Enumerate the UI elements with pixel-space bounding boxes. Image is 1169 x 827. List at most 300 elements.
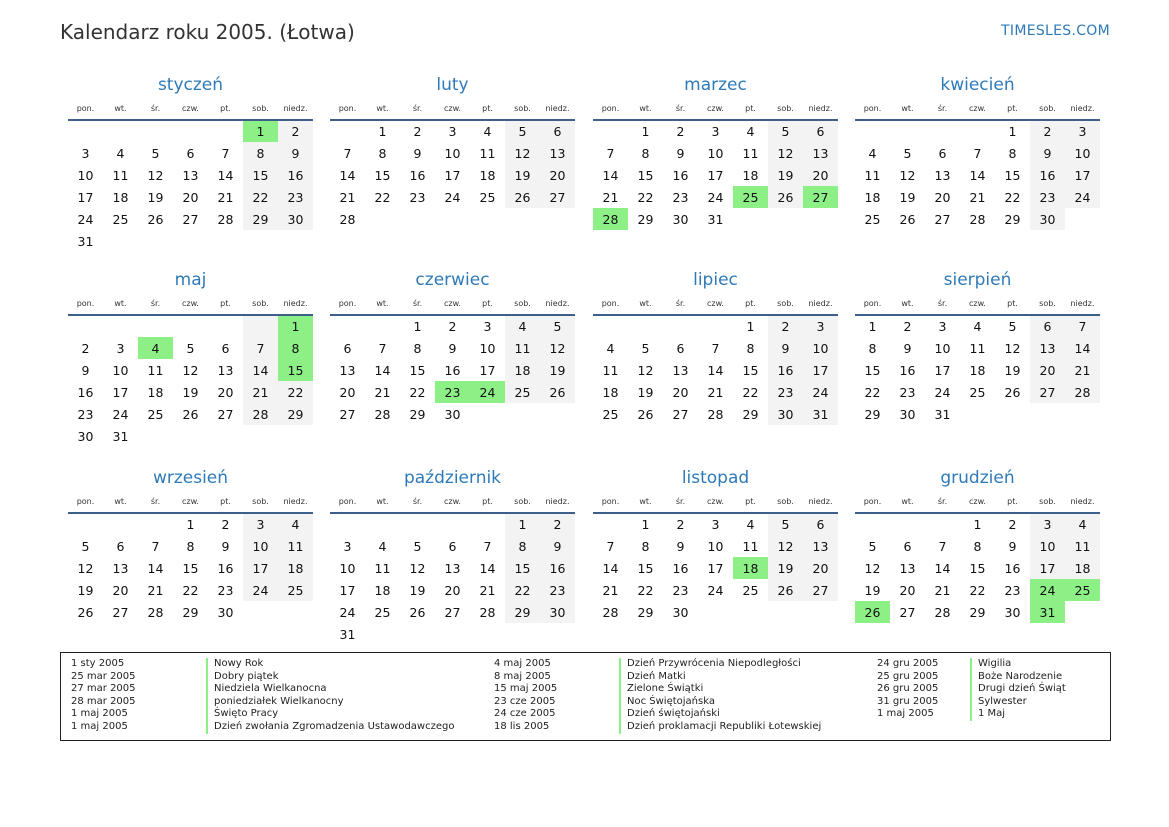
day-cell: 7 — [483, 538, 492, 554]
empty-cell — [103, 120, 138, 142]
day-cell: 24 — [112, 406, 129, 422]
day-cell: 4 — [116, 145, 125, 161]
day-cell: 4 — [483, 124, 492, 139]
day-cell: 13 — [899, 560, 916, 576]
month-name: czerwiec — [415, 270, 490, 290]
weekday-header: czw. — [435, 98, 470, 120]
day-cell: 22 — [637, 189, 654, 205]
holiday-name: Boże Narodzenie — [970, 671, 1062, 684]
weekday-header: wt. — [365, 98, 400, 120]
day-cell: 4 — [138, 337, 173, 359]
weekday-header: pon. — [855, 293, 890, 315]
weekday-header: czw. — [173, 293, 208, 315]
month-name: maj — [174, 270, 207, 290]
weekday-header: niedz. — [540, 293, 575, 315]
weekday-header: sob. — [505, 293, 540, 315]
day-cell: 2 — [676, 517, 685, 532]
day-cell: 31 — [707, 211, 724, 227]
day-cell: 6 — [448, 538, 457, 554]
day-cell: 28 — [602, 604, 619, 620]
day-cell: 20 — [112, 582, 129, 598]
day-cell: 21 — [969, 189, 986, 205]
day-cell: 12 — [540, 337, 575, 359]
empty-cell — [925, 513, 960, 535]
month-table — [855, 293, 1100, 425]
day-cell: 10 — [243, 535, 278, 557]
holiday-date: 1 maj 2005 — [71, 720, 128, 732]
day-cell: 26 — [768, 579, 803, 601]
day-cell: 4 — [278, 513, 313, 535]
day-cell: 25 — [278, 579, 313, 601]
day-cell: 24 — [243, 579, 278, 601]
day-cell: 15 — [1004, 167, 1021, 183]
day-cell: 4 — [746, 517, 755, 532]
day-cell: 24 — [707, 582, 724, 598]
day-cell: 26 — [899, 211, 916, 227]
day-cell: 3 — [448, 124, 457, 139]
day-cell: 2 — [676, 124, 685, 139]
day-cell: 16 — [77, 384, 94, 400]
empty-cell — [505, 208, 540, 230]
empty-cell — [400, 513, 435, 535]
day-cell: 9 — [903, 340, 912, 356]
empty-cell — [470, 208, 505, 230]
month-name: lipiec — [693, 270, 738, 290]
day-cell: 31 — [1030, 601, 1065, 623]
day-cell: 16 — [672, 167, 689, 183]
weekday-header: niedz. — [803, 98, 838, 120]
empty-cell — [1030, 403, 1065, 425]
day-cell: 17 — [243, 557, 278, 579]
day-cell: 24 — [470, 381, 505, 403]
empty-cell — [243, 230, 278, 252]
day-cell: 21 — [479, 582, 496, 598]
page-title: Kalendarz roku 2005. (Łotwa) — [60, 20, 355, 44]
empty-cell — [400, 208, 435, 230]
empty-cell — [698, 601, 733, 623]
day-cell: 14 — [479, 560, 496, 576]
holiday-name: Dzień zwołania Zgromadzenia Ustawodawczego — [206, 721, 454, 734]
day-cell: 20 — [540, 164, 575, 186]
day-cell: 12 — [1004, 340, 1021, 356]
weekday-header: niedz. — [278, 98, 313, 120]
day-cell: 16 — [899, 362, 916, 378]
day-cell: 26 — [409, 604, 426, 620]
day-cell: 30 — [672, 604, 689, 620]
day-cell: 26 — [505, 186, 540, 208]
day-cell: 3 — [243, 513, 278, 535]
day-cell: 21 — [243, 381, 278, 403]
day-cell: 12 — [637, 362, 654, 378]
month-calendar — [330, 467, 575, 645]
day-cell: 7 — [606, 538, 615, 554]
weekday-header: niedz. — [278, 491, 313, 513]
month-table — [593, 98, 838, 230]
weekday-header: śr. — [400, 491, 435, 513]
day-cell: 28 — [707, 406, 724, 422]
day-cell: 12 — [864, 560, 881, 576]
weekday-header: wt. — [103, 98, 138, 120]
day-cell: 6 — [221, 340, 230, 356]
holiday-date: 24 gru 2005 — [877, 658, 939, 669]
day-cell: 21 — [602, 189, 619, 205]
day-cell: 20 — [803, 557, 838, 579]
weekday-header: sob. — [768, 98, 803, 120]
weekday-header: śr. — [925, 293, 960, 315]
weekday-header: pon. — [855, 98, 890, 120]
empty-cell — [243, 601, 278, 623]
weekday-header: śr. — [925, 491, 960, 513]
day-cell: 17 — [707, 560, 724, 576]
day-cell: 18 — [374, 582, 391, 598]
day-cell: 14 — [969, 167, 986, 183]
empty-cell — [470, 513, 505, 535]
day-cell: 16 — [1004, 560, 1021, 576]
day-cell: 7 — [221, 145, 230, 161]
day-cell: 22 — [1004, 189, 1021, 205]
weekday-header: śr. — [138, 98, 173, 120]
weekday-header: śr. — [400, 293, 435, 315]
empty-cell — [330, 315, 365, 337]
weekday-header: pt. — [208, 491, 243, 513]
holiday-date: 23 cze 2005 — [494, 695, 556, 707]
weekday-header: czw. — [435, 491, 470, 513]
day-cell: 10 — [479, 340, 496, 356]
day-cell: 25 — [742, 582, 759, 598]
holiday-date: 4 maj 2005 — [494, 658, 551, 669]
holiday-name: Nowy Rok — [206, 658, 263, 671]
day-cell: 19 — [637, 384, 654, 400]
empty-cell — [138, 230, 173, 252]
day-cell: 31 — [77, 233, 94, 249]
day-cell: 11 — [969, 340, 986, 356]
day-cell: 21 — [217, 189, 234, 205]
day-cell: 16 — [768, 359, 803, 381]
empty-cell — [995, 403, 1030, 425]
empty-cell — [593, 513, 628, 535]
weekday-header: pt. — [995, 293, 1030, 315]
empty-cell — [173, 425, 208, 447]
weekday-header: sob. — [1030, 98, 1065, 120]
day-cell: 11 — [374, 560, 391, 576]
day-cell: 14 — [147, 560, 164, 576]
day-cell: 17 — [444, 167, 461, 183]
day-cell: 18 — [147, 384, 164, 400]
day-cell: 13 — [182, 167, 199, 183]
day-cell: 30 — [217, 604, 234, 620]
day-cell: 2 — [81, 340, 90, 356]
day-cell: 5 — [505, 120, 540, 142]
day-cell: 24 — [77, 211, 94, 227]
day-cell: 3 — [1030, 513, 1065, 535]
day-cell: 5 — [540, 315, 575, 337]
day-cell: 25 — [864, 211, 881, 227]
weekday-header: sob. — [768, 491, 803, 513]
day-cell: 10 — [77, 167, 94, 183]
weekday-header: czw. — [698, 491, 733, 513]
day-cell: 8 — [641, 145, 650, 161]
day-cell: 9 — [413, 145, 422, 161]
day-cell: 11 — [112, 167, 129, 183]
empty-cell — [733, 601, 768, 623]
empty-cell — [278, 425, 313, 447]
weekday-header: pt. — [470, 491, 505, 513]
day-cell: 1 — [1008, 124, 1017, 139]
empty-cell — [330, 120, 365, 142]
day-cell: 1 — [278, 315, 313, 337]
empty-cell — [208, 230, 243, 252]
day-cell: 13 — [444, 560, 461, 576]
day-cell: 28 — [243, 403, 278, 425]
weekday-header: śr. — [400, 98, 435, 120]
day-cell: 15 — [969, 560, 986, 576]
day-cell: 12 — [899, 167, 916, 183]
month-table — [330, 98, 575, 230]
day-cell: 15 — [864, 362, 881, 378]
day-cell: 17 — [803, 359, 838, 381]
empty-cell — [243, 315, 278, 337]
day-cell: 30 — [672, 211, 689, 227]
empty-cell — [173, 315, 208, 337]
day-cell: 22 — [864, 384, 881, 400]
day-cell: 27 — [444, 604, 461, 620]
weekday-header: pt. — [995, 98, 1030, 120]
weekday-header: śr. — [138, 293, 173, 315]
day-cell: 4 — [606, 340, 615, 356]
month-name: wrzesień — [152, 468, 229, 488]
day-cell: 25 — [1065, 579, 1100, 601]
day-cell: 6 — [803, 120, 838, 142]
empty-cell — [540, 208, 575, 230]
day-cell: 6 — [903, 538, 912, 554]
day-cell: 14 — [374, 362, 391, 378]
day-cell: 22 — [505, 579, 540, 601]
day-cell: 28 — [479, 604, 496, 620]
day-cell: 28 — [934, 604, 951, 620]
day-cell: 16 — [278, 164, 313, 186]
day-cell: 12 — [505, 142, 540, 164]
day-cell: 3 — [1065, 120, 1100, 142]
day-cell: 11 — [602, 362, 619, 378]
day-cell: 10 — [339, 560, 356, 576]
holiday-name: Sylwester — [970, 696, 1027, 709]
day-cell: 29 — [278, 403, 313, 425]
day-cell: 2 — [1008, 517, 1017, 532]
day-cell: 27 — [934, 211, 951, 227]
empty-cell — [138, 425, 173, 447]
holiday-name: Wigilia — [970, 658, 1011, 671]
weekday-header: sob. — [505, 98, 540, 120]
empty-cell — [855, 513, 890, 535]
weekday-header: wt. — [890, 293, 925, 315]
day-cell: 9 — [1008, 538, 1017, 554]
empty-cell — [103, 513, 138, 535]
day-cell: 4 — [505, 315, 540, 337]
month-calendar — [855, 74, 1100, 230]
holiday-name: Święto Pracy — [206, 708, 278, 721]
month-name: październik — [403, 468, 502, 488]
day-cell: 24 — [707, 189, 724, 205]
day-cell: 17 — [1065, 164, 1100, 186]
day-cell: 18 — [278, 557, 313, 579]
day-cell: 23 — [409, 189, 426, 205]
empty-cell — [138, 120, 173, 142]
empty-cell — [435, 623, 470, 645]
weekday-header: śr. — [663, 293, 698, 315]
empty-cell — [470, 623, 505, 645]
empty-cell — [925, 120, 960, 142]
day-cell: 6 — [343, 340, 352, 356]
day-cell: 18 — [733, 557, 768, 579]
day-cell: 12 — [768, 142, 803, 164]
holiday-name: Dzień Matki — [619, 671, 686, 684]
day-cell: 23 — [1030, 186, 1065, 208]
day-cell: 24 — [803, 381, 838, 403]
day-cell: 5 — [768, 513, 803, 535]
weekday-header: czw. — [435, 293, 470, 315]
day-cell: 25 — [112, 211, 129, 227]
weekday-header: pt. — [733, 293, 768, 315]
day-cell: 13 — [540, 142, 575, 164]
day-cell: 19 — [1004, 362, 1021, 378]
day-cell: 29 — [409, 406, 426, 422]
day-cell: 15 — [505, 557, 540, 579]
weekday-header: czw. — [698, 98, 733, 120]
day-cell: 2 — [768, 315, 803, 337]
day-cell: 22 — [969, 582, 986, 598]
day-cell: 10 — [1065, 142, 1100, 164]
day-cell: 8 — [278, 337, 313, 359]
day-cell: 1 — [505, 513, 540, 535]
day-cell: 1 — [973, 517, 982, 532]
empty-cell — [593, 120, 628, 142]
day-cell: 24 — [934, 384, 951, 400]
empty-cell — [138, 315, 173, 337]
weekday-header: pon. — [330, 293, 365, 315]
day-cell: 27 — [339, 406, 356, 422]
day-cell: 26 — [77, 604, 94, 620]
weekday-header: wt. — [628, 293, 663, 315]
day-cell: 15 — [409, 362, 426, 378]
day-cell: 14 — [934, 560, 951, 576]
holiday-name: Drugi dzień Świąt — [970, 683, 1066, 696]
day-cell: 8 — [378, 145, 387, 161]
day-cell: 9 — [540, 535, 575, 557]
weekday-header: sob. — [505, 491, 540, 513]
day-cell: 29 — [637, 604, 654, 620]
day-cell: 8 — [868, 340, 877, 356]
day-cell: 6 — [1030, 315, 1065, 337]
day-cell: 19 — [147, 189, 164, 205]
day-cell: 16 — [672, 560, 689, 576]
day-cell: 19 — [768, 164, 803, 186]
day-cell: 9 — [676, 145, 685, 161]
day-cell: 10 — [707, 538, 724, 554]
day-cell: 17 — [1030, 557, 1065, 579]
day-cell: 20 — [217, 384, 234, 400]
day-cell: 4 — [973, 319, 982, 334]
weekday-header: pon. — [593, 98, 628, 120]
day-cell: 7 — [378, 340, 387, 356]
day-cell: 22 — [278, 381, 313, 403]
day-cell: 21 — [707, 384, 724, 400]
day-cell: 6 — [938, 145, 947, 161]
weekday-header: pon. — [593, 491, 628, 513]
day-cell: 2 — [413, 124, 422, 139]
month-table — [330, 293, 575, 425]
day-cell: 27 — [672, 406, 689, 422]
day-cell: 1 — [378, 124, 387, 139]
day-cell: 9 — [676, 538, 685, 554]
day-cell: 11 — [864, 167, 881, 183]
month-calendar — [68, 74, 313, 252]
day-cell: 22 — [182, 582, 199, 598]
day-cell: 3 — [938, 319, 947, 334]
day-cell: 8 — [641, 538, 650, 554]
day-cell: 13 — [217, 362, 234, 378]
empty-cell — [1065, 403, 1100, 425]
day-cell: 5 — [768, 120, 803, 142]
day-cell: 7 — [606, 145, 615, 161]
day-cell: 11 — [147, 362, 164, 378]
weekday-header: pt. — [733, 98, 768, 120]
day-cell: 15 — [374, 167, 391, 183]
empty-cell — [278, 230, 313, 252]
empty-cell — [365, 623, 400, 645]
holiday-name: Niedziela Wielkanocna — [206, 683, 327, 696]
weekday-header: pon. — [68, 98, 103, 120]
day-cell: 14 — [339, 167, 356, 183]
weekday-header: wt. — [890, 491, 925, 513]
day-cell: 18 — [1065, 557, 1100, 579]
day-cell: 7 — [243, 337, 278, 359]
empty-cell — [855, 120, 890, 142]
month-name: styczeń — [157, 75, 224, 95]
month-calendar — [593, 74, 838, 230]
day-cell: 19 — [182, 384, 199, 400]
brand-link[interactable]: TIMESLES.COM — [1001, 23, 1110, 39]
day-cell: 23 — [672, 582, 689, 598]
day-cell: 30 — [77, 428, 94, 444]
day-cell: 18 — [602, 384, 619, 400]
day-cell: 3 — [81, 145, 90, 161]
day-cell: 27 — [540, 186, 575, 208]
empty-cell — [435, 208, 470, 230]
holiday-name: Dzień Przywrócenia Niepodległości — [619, 658, 801, 671]
empty-cell — [278, 601, 313, 623]
day-cell: 14 — [602, 560, 619, 576]
day-cell: 27 — [899, 604, 916, 620]
day-cell: 17 — [112, 384, 129, 400]
month-table — [68, 98, 313, 252]
empty-cell — [960, 120, 995, 142]
empty-cell — [540, 623, 575, 645]
day-cell: 25 — [969, 384, 986, 400]
day-cell: 7 — [343, 145, 352, 161]
day-cell: 23 — [540, 579, 575, 601]
day-cell: 22 — [637, 582, 654, 598]
holiday-name: Dzień świętojański — [619, 708, 720, 721]
day-cell: 29 — [1004, 211, 1021, 227]
empty-cell — [960, 403, 995, 425]
day-cell: 9 — [278, 142, 313, 164]
empty-cell — [1065, 208, 1100, 230]
month-name: grudzień — [940, 468, 1015, 488]
empty-cell — [400, 623, 435, 645]
empty-cell — [243, 425, 278, 447]
weekday-header: śr. — [663, 98, 698, 120]
weekday-header: czw. — [173, 491, 208, 513]
